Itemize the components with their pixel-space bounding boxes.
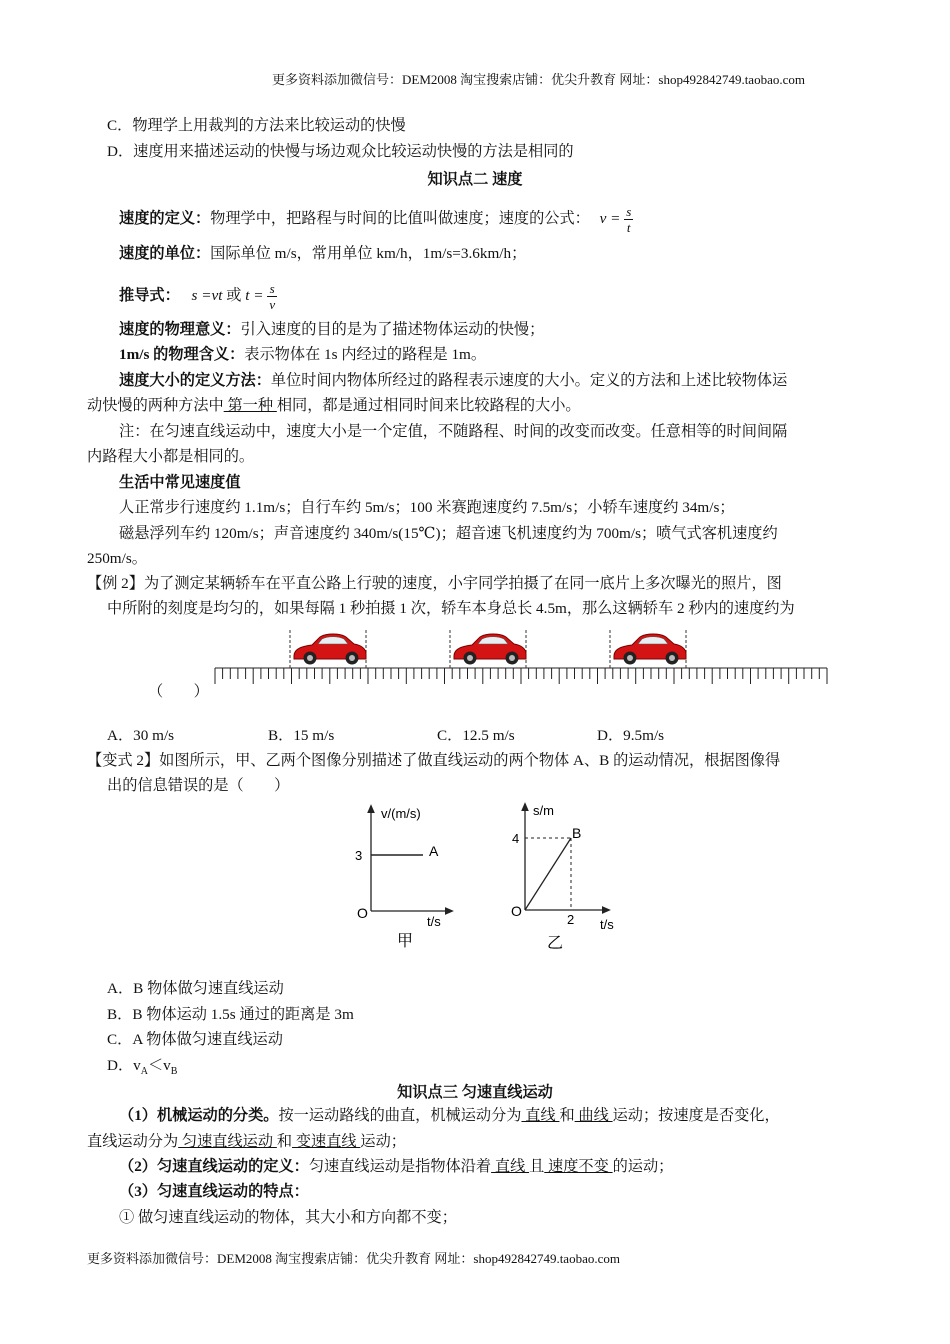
example2-option-a: A．30 m/s xyxy=(107,727,175,744)
section3-p4: ① 做匀速直线运动的物体，其大小和方向都不变； xyxy=(119,1209,457,1226)
note-line2: 内路程大小都是相同的。 xyxy=(87,448,255,465)
variant2-line2: 出的信息错误的是（ ） xyxy=(107,777,290,794)
life-speeds-line1: 人正常步行速度约 1.1m/s；自行车约 5m/s；100 米赛跑速度约 7.5m/s；小轿车速度约 34m/s； xyxy=(119,499,735,516)
blank-curve: 曲线 xyxy=(574,1107,613,1124)
one-mps-meaning: 1m/s 的物理含义：表示物体在 1s 内经过的路程是 1m。 xyxy=(119,346,487,363)
graph-yi-series-label: B xyxy=(572,825,582,841)
car-icon xyxy=(450,630,526,668)
example2-option-c: C．12.5 m/s xyxy=(437,727,515,744)
graph-jia-ytick: 3 xyxy=(355,848,363,863)
car-ruler-figure xyxy=(205,624,840,696)
example2-line2: 中所附的刻度是均匀的，如果每隔 1 秒拍摄 1 次，轿车本身总长 4.5m，那么这辆轿车 2 秒内的速度约为 xyxy=(107,600,795,617)
graph-yi-origin: O xyxy=(511,903,522,919)
graph-yi xyxy=(505,798,625,958)
blank-constant-speed: 速度不变 xyxy=(544,1158,613,1175)
graph-jia xyxy=(350,800,460,955)
variant2-option-d: D．$v_A<v_B$ xyxy=(107,1057,178,1078)
example2-option-d: D．9.5m/s xyxy=(597,727,665,744)
speed-meaning: 速度的物理意义：引入速度的目的是为了描述物体运动的快慢； xyxy=(119,321,545,338)
page-header: 更多资料添加微信号：DEM2008 淘宝搜索店铺：优尖升教育 网址：shop492842749.taobao.com xyxy=(272,72,805,87)
blank-first-method: 第一种 xyxy=(223,397,277,414)
page-footer: 更多资料添加微信号：DEM2008 淘宝搜索店铺：优尖升教育 网址：shop492842749.taobao.com xyxy=(87,1251,620,1266)
graph-yi-line-b xyxy=(525,838,571,910)
graph-jia-origin: O xyxy=(357,905,368,921)
section2-title: 知识点二 速度 xyxy=(427,171,523,188)
derived-formula: 推导式： s =vt 或 t = $\frac{s}{v}$ xyxy=(119,281,276,312)
life-speeds-line2: 磁悬浮列车约 120m/s；声音速度约 340m/s(15℃)；超音速飞机速度约为 700m/s；喷气式客机速度约 xyxy=(119,525,778,542)
graph-yi-ytick: 4 xyxy=(512,831,520,846)
graph-jia-xlabel: t/s xyxy=(427,914,441,929)
section3-p2: （2）匀速直线运动的定义：匀速直线运动是指物体沿着 直线 且 速度不变 的运动； xyxy=(119,1158,674,1175)
graph-jia-series-label: A xyxy=(429,843,439,859)
graph-yi-ylabel: s/m xyxy=(533,803,554,818)
variant2-option-c: C．A 物体做匀速直线运动 xyxy=(107,1031,283,1048)
graph-yi-xtick: 2 xyxy=(567,912,575,927)
speed-definition: 速度的定义：物理学中，把路程与时间的比值叫做速度；速度的公式： v = $\frac{s}{t}$ xyxy=(119,204,632,235)
note-line1: 注：在匀速直线运动中，速度大小是一个定值，不随路程、时间的改变而改变。任意相等的时间间隔 xyxy=(119,423,788,440)
graph-yi-caption: 乙 xyxy=(547,935,564,952)
graph-jia-caption: 甲 xyxy=(397,933,414,950)
example2-answer-paren: （ ） xyxy=(148,683,209,700)
car-icon xyxy=(610,630,686,668)
prev-option-d: D．速度用来描述运动的快慢与场边观众比较运动快慢的方法是相同的 xyxy=(107,143,574,160)
prev-option-c: C．物理学上用裁判的方法来比较运动的快慢 xyxy=(107,117,406,134)
variant2-option-b: B．B 物体运动 1.5s 通过的距离是 3m xyxy=(107,1006,354,1023)
section3-p1-line1: （1）机械运动的分类。按一运动路线的曲直，机械运动分为 直线 和 曲线 运动；按速度是否变化， xyxy=(119,1107,780,1124)
definition-method-line1: 速度大小的定义方法：单位时间内物体所经过的路程表示速度的大小。定义的方法和上述比较物体运 xyxy=(119,372,788,389)
speed-formula-fraction: $\frac{s}{t}$ xyxy=(626,204,632,235)
variant2-line1: 【变式 2】如图所示，甲、乙两个图像分别描述了做直线运动的两个物体 A、B 的运动情况，根据图像得 xyxy=(87,752,781,769)
time-formula-fraction: $\frac{s}{v}$ xyxy=(269,281,276,312)
definition-method-line2: 动快慢的两种方法中 第一种 相同，都是通过相同时间来比较路程的大小。 xyxy=(87,397,581,414)
speed-unit: 速度的单位：国际单位 m/s，常用单位 km/h，1m/s=3.6km/h； xyxy=(119,245,527,262)
example2-option-b: B．15 m/s xyxy=(268,727,335,744)
example2-line1: 【例 2】为了测定某辆轿车在平直公路上行驶的速度，小宇同学拍摄了在同一底片上多次曝光的照片，图 xyxy=(87,575,782,592)
blank-uniform: 匀速直线运动 xyxy=(178,1133,277,1150)
life-speeds-heading: 生活中常见速度值 xyxy=(119,474,241,491)
car-icon xyxy=(290,630,366,668)
blank-straight-line: 直线 xyxy=(491,1158,530,1175)
graph-yi-xlabel: t/s xyxy=(600,917,614,932)
section3-p1-line2: 直线运动分为 匀速直线运动 和 变速直线 运动； xyxy=(87,1133,406,1150)
ruler xyxy=(215,668,827,684)
section3-title: 知识点三 匀速直线运动 xyxy=(397,1084,553,1101)
variant2-option-a: A．B 物体做匀速直线运动 xyxy=(107,980,284,997)
section3-p3: （3）匀速直线运动的特点： xyxy=(119,1183,309,1200)
blank-variable: 变速直线 xyxy=(292,1133,361,1150)
life-speeds-line3: 250m/s。 xyxy=(87,550,147,567)
graph-jia-ylabel: v/(m/s) xyxy=(381,806,421,821)
blank-straight: 直线 xyxy=(521,1107,560,1124)
